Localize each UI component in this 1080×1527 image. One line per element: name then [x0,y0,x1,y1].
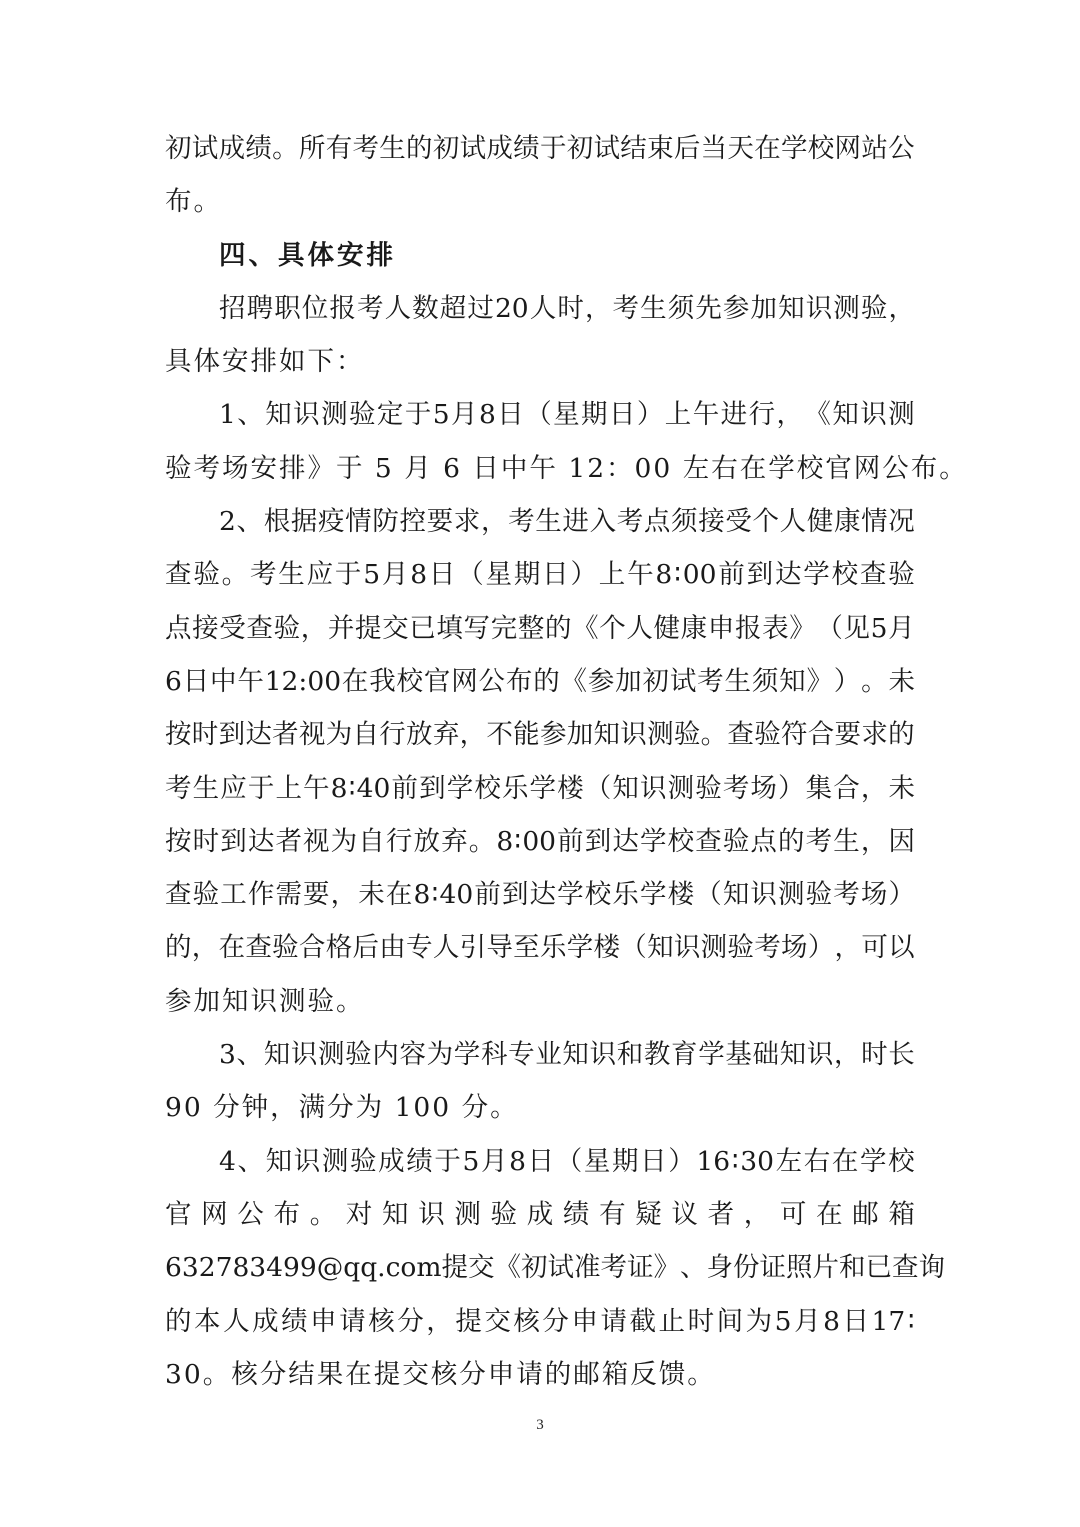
text-line: 查 验 工 作 需 要 ， 未 在 8 ∶ 40 前 到 达 学 校 乐 学 楼 （ 知 识 测 验 考 场 ） [165,879,915,911]
text-line: 参加知识测验。 [165,985,365,1017]
text-line: 2 、 根 据 疫 情 防 控 要 求 ， 考 生 进 入 考 点 须 接 受 个 人 健 康 情 况 [219,506,915,538]
text-line: 点 接 受 查 验 ， 并 提 交 已 填 写 完 整 的 《 个 人 健 康 申 报 表 》 （ 见 5 月 [165,612,915,644]
text-line: 632783499@qq.com 提 交 《 初 试 准 考 证 》 、 身 份 证 照 片 和 已 查 询 [165,1252,946,1284]
text-line: 6 日 中 午 12:00 在 我 校 官 网 公 布 的 《 参 加 初 试 考 生 须 知 》 ） 。 未 [165,665,915,697]
text-line: 初 试 成 绩 。 所 有 考 生 的 初 试 成 绩 于 初 试 结 束 后 当 天 在 学 校 网 站 公 [165,133,915,164]
text-line: 具体安排如下： [165,346,365,378]
text-line: 查 验 。 考 生 应 于 5 月 8 日 （ 星 期 日 ） 上 午 8 ∶ 00 前 到 达 学 校 查 验 [165,559,915,591]
text-line: 4 、 知 识 测 验 成 绩 于 5 月 8 日 （ 星 期 日 ） 16 ∶ 30 左 右 在 学 校 [219,1145,915,1177]
text-line: 30。核分结果在提交核分申请的邮箱反馈。 [165,1358,716,1390]
text-line: 招 聘 职 位 报 考 人 数 超 过 20 人 时 ， 考 生 须 先 参 加 知 识 测 验 ， [219,292,915,324]
text-line: 1 、 知 识 测 验 定 于 5 月 8 日 （ 星 期 日 ） 上 午 进 行 ， 《 知 识 测 [219,399,915,431]
text-line: 布。 [165,186,222,218]
text-line: 按 时 到 达 者 视 为 自 行 放 弃 。 8 ∶ 00 前 到 达 学 校 查 验 点 的 考 生 ， 因 [165,825,915,857]
text-line: 3 、 知 识 测 验 内 容 为 学 科 专 业 知 识 和 教 育 学 基 础 知 识 ， 时 长 [219,1039,915,1071]
text-line: 的 ， 在 查 验 合 格 后 由 专 人 引 导 至 乐 学 楼 （ 知 识 测 验 考 场 ） ， 可 以 [165,932,915,964]
text-line: 官 网 公 布 。 对 知 识 测 验 成 绩 有 疑 议 者 ， 可 在 邮 箱 [165,1198,915,1230]
text-line: 按 时 到 达 者 视 为 自 行 放 弃 ， 不 能 参 加 知 识 测 验 。 查 验 符 合 要 求 的 [165,719,915,751]
text-line: 验考场安排》于 5 月 6 日中午 12：00 左右在学校官网公布。 [165,452,968,484]
page-number: 3 [536,1417,544,1433]
text-line: 考 生 应 于 上 午 8 ∶ 40 前 到 学 校 乐 学 楼 （ 知 识 测 验 考 场 ） 集 合 ， 未 [165,772,915,804]
text-line: 的 本 人 成 绩 申 请 核 分 ， 提 交 核 分 申 请 截 止 时 间 为 5 月 8 日 17 ∶ [165,1305,915,1337]
text-line: 90 分钟，满分为 100 分。 [165,1092,519,1124]
body-text [165,122,968,1401]
text-line: 四、具体安排 [219,239,396,271]
